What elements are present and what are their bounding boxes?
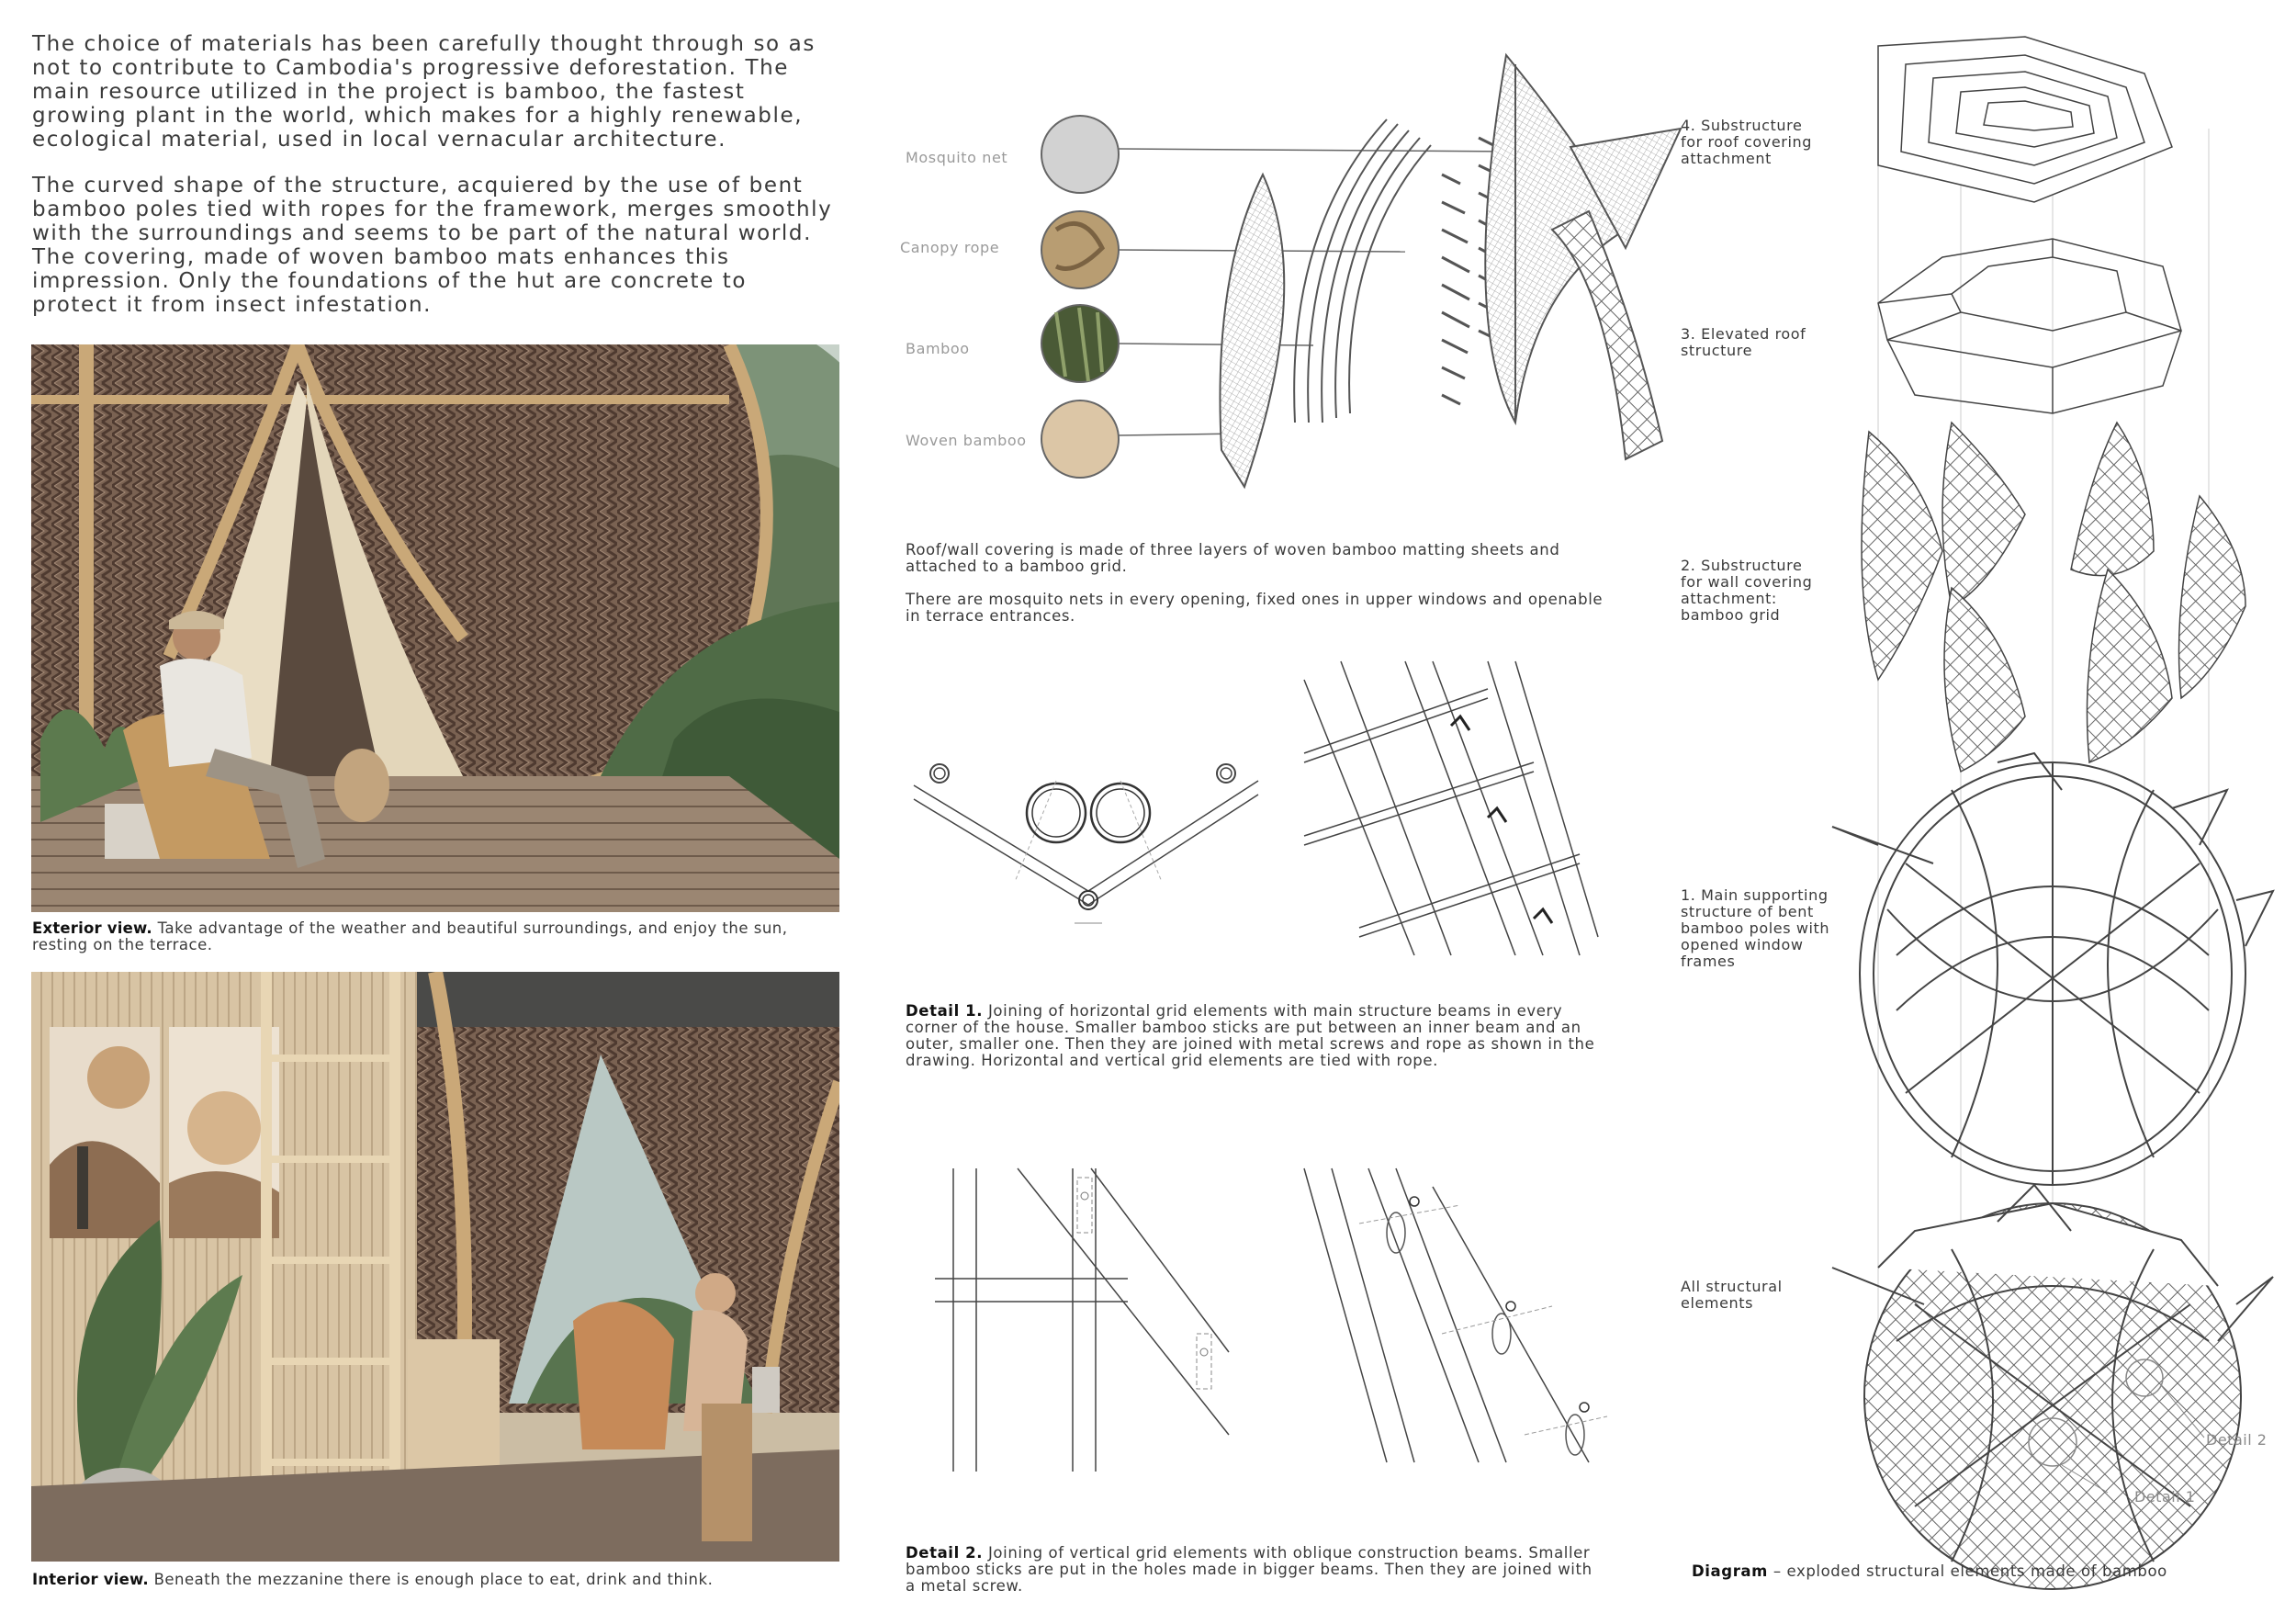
material-label-mosquito-net: Mosquito net bbox=[906, 149, 1008, 166]
woven-bamboo-swatch bbox=[1041, 400, 1119, 478]
intro-text bbox=[32, 32, 836, 339]
exploded-diagram bbox=[1814, 37, 2255, 1598]
layer-label-4: 4. Substructure for roof covering attachment bbox=[1681, 117, 1813, 167]
diagram-caption-title: Diagram bbox=[1692, 1562, 1768, 1580]
layer-label-all: All structural elements bbox=[1681, 1278, 1783, 1312]
interior-render bbox=[31, 972, 839, 1562]
diagram-caption-text: – exploded structural elements made of bamboo bbox=[1767, 1562, 2167, 1580]
detail1-section-drawing bbox=[905, 753, 1263, 937]
detail2-caption-text: Joining of vertical grid elements with oblique construction beams. Smaller bamboo sticks are put in the holes made in bigger beams. Then they are joined with a metal screw. bbox=[906, 1544, 1593, 1595]
detail-2-label: Detail 2 bbox=[2206, 1431, 2268, 1449]
layer-label-2: 2. Substructure for wall covering attachment: bamboo grid bbox=[1681, 557, 1813, 624]
layer-label-3: 3. Elevated roof structure bbox=[1681, 325, 1806, 359]
layer-label-1: 1. Main supporting structure of bent bamboo poles with opened window frames bbox=[1681, 886, 1830, 970]
main-supporting-structure bbox=[1832, 753, 2273, 1185]
exterior-render bbox=[31, 344, 839, 912]
wall-grid-substructure bbox=[1862, 423, 2245, 772]
covering-note bbox=[906, 542, 1604, 641]
interior-caption bbox=[32, 1572, 840, 1588]
exterior-caption-title: Exterior view. bbox=[32, 919, 152, 937]
covering-note-p1: Roof/wall covering is made of three layers of woven bamboo matting sheets and attached to a bamboo grid. bbox=[906, 541, 1560, 575]
interior-caption-title: Interior view. bbox=[32, 1571, 149, 1588]
detail2-caption bbox=[906, 1545, 1604, 1595]
intro-paragraph-2: The curved shape of the structure, acquiered by the use of bent bamboo poles tied with ropes for the framework, merges smoothly with the surroundings and seems to be part of the natural world. The covering, made of woven bamboo mats enhances this impression. Only the foundations of the hut are concrete to protect it from insect infestation. bbox=[32, 174, 833, 317]
detail1-caption-text: Joining of horizontal grid elements with main structure beams in every corner of the house. Smaller bamboo sticks are put between an inner beam and an outer, smaller one. Then they are joined with metal screws and rope as shown in the drawing. Horizontal and vertical grid elements are tied with rope. bbox=[906, 1002, 1595, 1069]
detail2-front-drawing bbox=[935, 1168, 1238, 1472]
detail-1-label: Detail 1 bbox=[2134, 1488, 2196, 1506]
detail2-caption-title: Detail 2. bbox=[906, 1544, 984, 1562]
material-label-woven-bamboo: Woven bamboo bbox=[906, 432, 1027, 449]
covering-note-p2: There are mosquito nets in every opening, fixed ones in upper windows and openable in terrace entrances. bbox=[906, 591, 1604, 625]
interior-caption-text: Beneath the mezzanine there is enough place to eat, drink and think. bbox=[148, 1571, 714, 1588]
material-label-canopy-rope: Canopy rope bbox=[900, 239, 1000, 256]
roof-substructure bbox=[1878, 37, 2172, 202]
all-structural-elements bbox=[1832, 1185, 2273, 1589]
material-label-bamboo: Bamboo bbox=[906, 340, 970, 357]
mosquito-net-swatch bbox=[1041, 116, 1119, 193]
diagram-caption bbox=[1692, 1563, 2243, 1580]
elevated-roof-structure bbox=[1878, 239, 2181, 413]
detail2-side-drawing bbox=[1304, 1168, 1607, 1472]
detail1-caption bbox=[906, 1003, 1604, 1069]
exterior-caption bbox=[32, 920, 840, 953]
exterior-caption-text: Take advantage of the weather and beautiful surroundings, and enjoy the sun, resting on the terrace. bbox=[32, 919, 788, 953]
detail1-grid-drawing bbox=[1304, 661, 1607, 955]
intro-paragraph-1: The choice of materials has been carefully thought through so as not to contribute to Cambodia's progressive deforestation. The main resource utilized in the project is bamboo, the fastest growing plant in the world, which makes for a highly renewable, ecological material, used in local vernacular architecture. bbox=[32, 32, 816, 152]
detail1-caption-title: Detail 1. bbox=[906, 1002, 984, 1020]
